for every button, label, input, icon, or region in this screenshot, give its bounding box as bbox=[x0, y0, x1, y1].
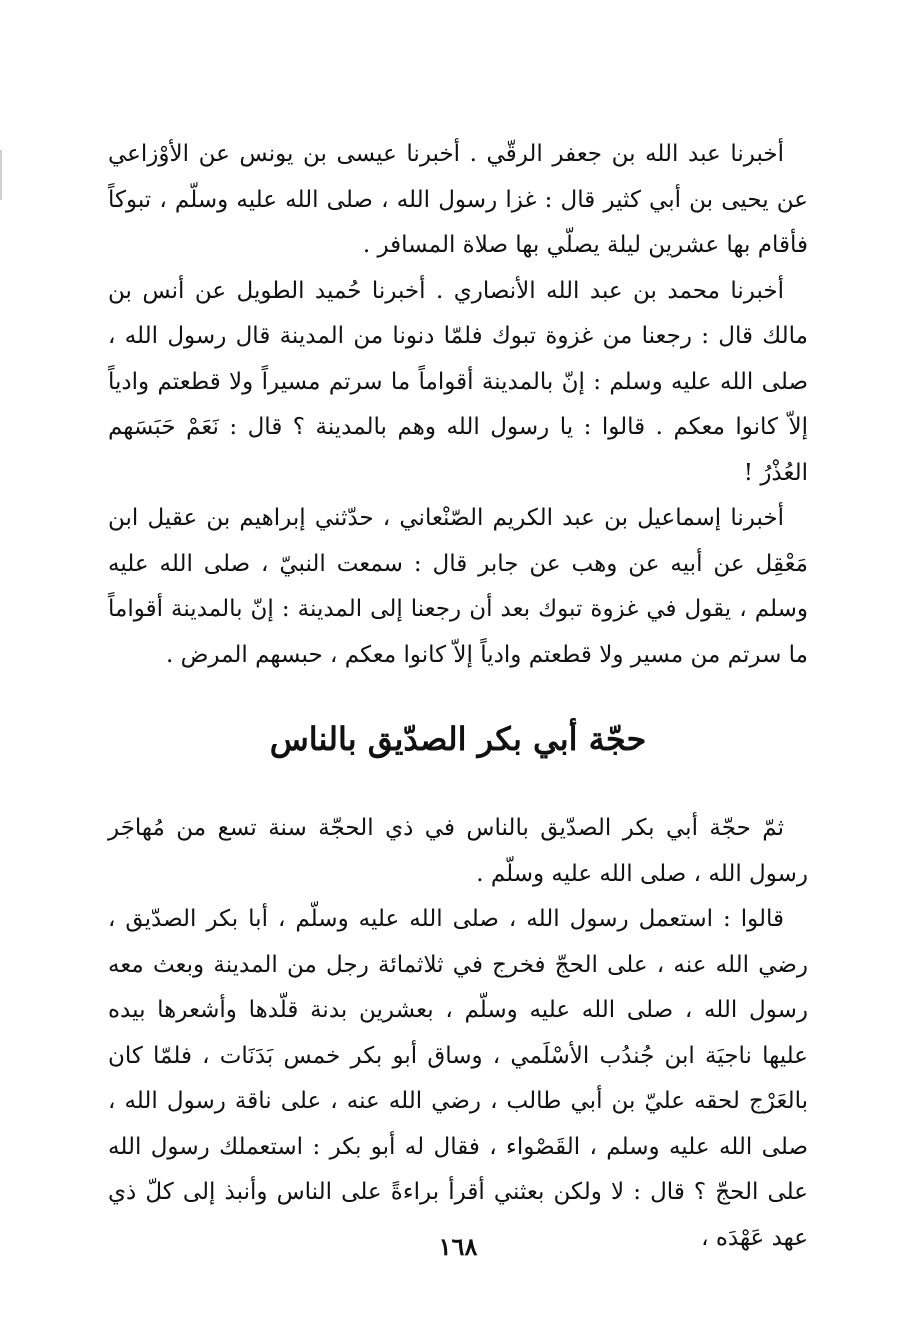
page-number: ١٦٨ bbox=[438, 1232, 478, 1261]
paragraph-2: أخبرنا محمد بن عبد الله الأنصاري . أخبرنا حُميد الطويل عن أنس بن مالك قال : رجعنا من غزوة تبوك فلمّا دنونا من المدينة قال رسول الله ، صلى الله عليه وسلم : إنّ بالمدينة أقواماً ما سرتم مسيراً ولا قطعتم وادياً إلاّ كانوا معكم . قالوا : يا رسول الله وهم بالمدينة ؟ قال : نَعَمْ حَبَسَهم العُذْرُ ! bbox=[108, 277, 808, 486]
paragraph-4: ثمّ حجّة أبي بكر الصدّيق بالناس في ذي الحجّة سنة تسع من مُهاجَر رسول الله ، صلى الله عليه وسلّم . bbox=[108, 815, 808, 887]
scan-edge-mark bbox=[0, 150, 2, 200]
paragraph-3: أخبرنا إسماعيل بن عبد الكريم الصّنْعاني ، حدّثني إبراهيم بن عقيل ابن مَعْقِل عن أبيه عن وهب عن جابر قال : سمعت النبيّ ، صلى الله عليه وسلم ، يقول في غزوة تبوك بعد أن رجعنا إلى المدينة : إنّ بالمدينة أقواماً ما سرتم من مسير ولا قطعتم وادياً إلاّ كانوا معكم ، حبسهم المرض . bbox=[108, 505, 808, 668]
paragraph-1: أخبرنا عبد الله بن جعفر الرقّي . أخبرنا عيسى بن يونس عن الأوْزاعي عن يحيى بن أبي كثير قال : غزا رسول الله ، صلى الله عليه وسلّم ، تبوكاً فأقام بها عشرين ليلة يصلّي بها صلاة المسافر . bbox=[108, 141, 808, 258]
top-text-block bbox=[108, 132, 808, 678]
paragraph-5: قالوا : استعمل رسول الله ، صلى الله عليه وسلّم ، أبا بكر الصدّيق ، رضي الله عنه ، على الحجّ فخرج في ثلاثمائة رجل من المدينة وبعث معه رسول الله ، صلى الله عليه وسلّم ، بعشرين بدنة قلّدها وأشعرها بيده عليها ناجيَة ابن جُندُب الأسْلَمي ، وساق أبو بكر خمس بَدَنَات ، فلمّا كان بالعَرْج لحقه عليّ بن أبي طالب ، رضي الله عنه ، على ناقة رسول الله ، صلى الله عليه وسلم ، القَصْواء ، فقال له أبو بكر : استعملك رسول الله على الحجّ ؟ قال : لا ولكن بعثني أقرأ براءةً على الناس وأنبذ إلى كلّ ذي عهد عَهْدَه ، bbox=[108, 906, 809, 1251]
section-title: حجّة أبي بكر الصدّيق بالناس bbox=[269, 720, 647, 758]
bottom-text-block bbox=[108, 806, 808, 1261]
